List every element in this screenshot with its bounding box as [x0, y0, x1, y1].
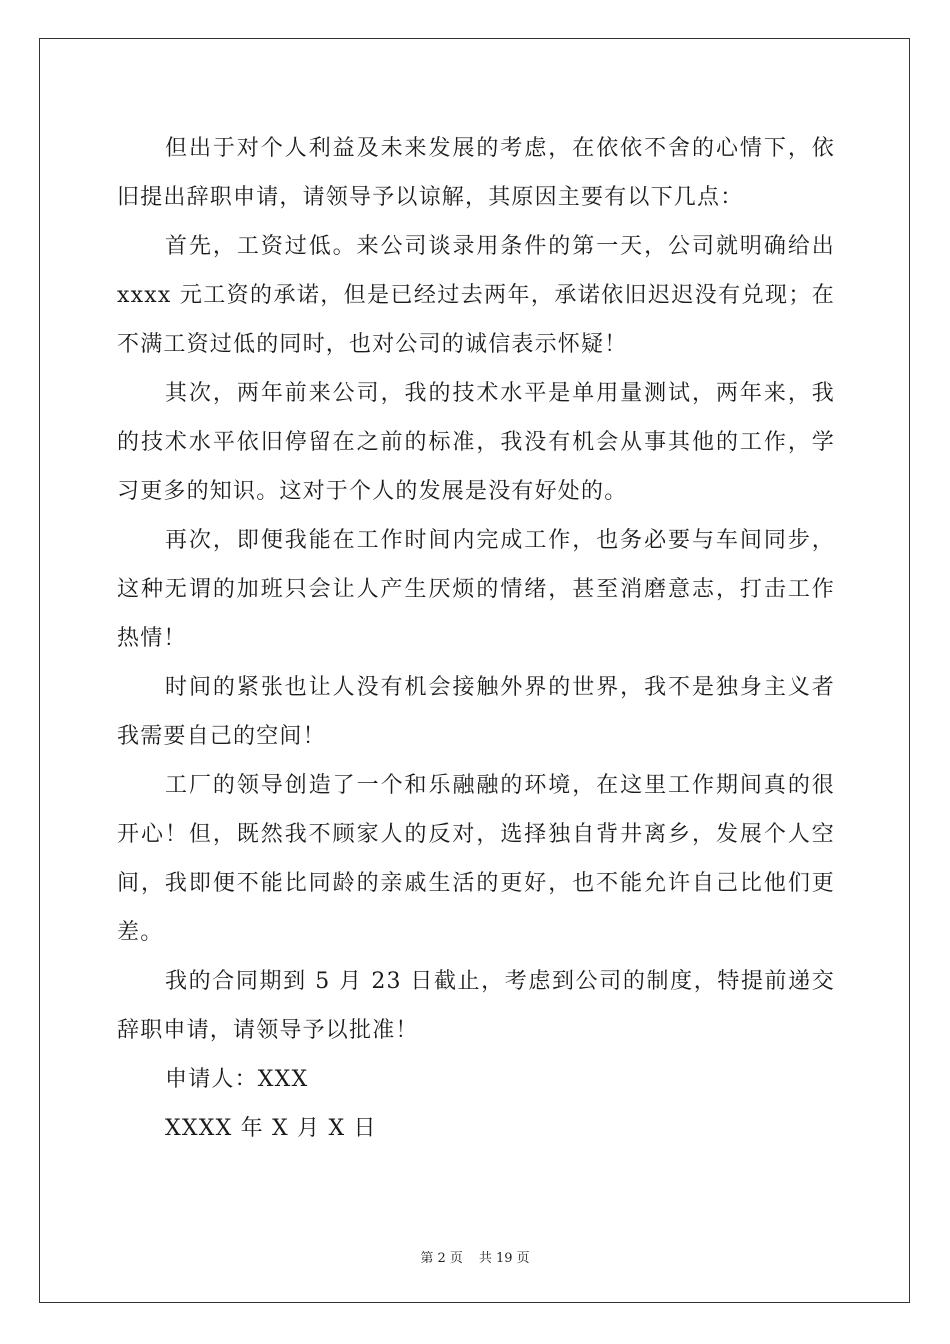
signature-line: 申请人：XXX — [165, 1067, 309, 1092]
paragraph-personal-space: 时间的紧张也让人没有机会接触外界的世界，我不是独身主义者我需要自己的空间！ — [117, 675, 835, 749]
paragraph-contract-end: 我的合同期到 5 月 23 日截止，考虑到公司的制度，特提前递交辞职申请，请领导予以批准！ — [117, 969, 835, 1043]
paragraph-gratitude: 工厂的领导创造了一个和乐融融的环境，在这里工作期间真的很开心！但，既然我不顾家人的反对，选择独自背井离乡，发展个人空间，我即便不能比同龄的亲戚生活的更好，也不能允许自己比他们更差。 — [117, 773, 835, 945]
page-number-current: 第 2 页 — [420, 1251, 463, 1266]
paragraph-third-reason: 再次，即便我能在工作时间内完成工作，也务必要与车间同步，这种无谓的加班只会让人产生厌烦的情绪，甚至消磨意志，打击工作热情！ — [117, 528, 835, 651]
date-line: XXXX 年 X 月 X 日 — [165, 1116, 377, 1141]
paragraph-second-reason: 其次，两年前来公司，我的技术水平是单用量测试，两年来，我的技术水平依旧停留在之前的标准，我没有机会从事其他的工作，学习更多的知识。这对于个人的发展是没有好处的。 — [117, 381, 835, 504]
paragraph-first-reason: 首先，工资过低。来公司谈录用条件的第一天，公司就明确给出 xxxx 元工资的承诺，但是已经过去两年，承诺依旧迟迟没有兑现；在不满工资过低的同时，也对公司的诚信表示怀疑！ — [117, 234, 835, 357]
page-number-total: 共 19 页 — [478, 1251, 530, 1266]
paragraph-reason-intro: 但出于对个人利益及未来发展的考虑，在依依不舍的心情下，依旧提出辞职申请，请领导予以谅解，其原因主要有以下几点： — [117, 136, 835, 210]
page-footer — [0, 1247, 950, 1266]
document-body — [117, 124, 835, 1153]
